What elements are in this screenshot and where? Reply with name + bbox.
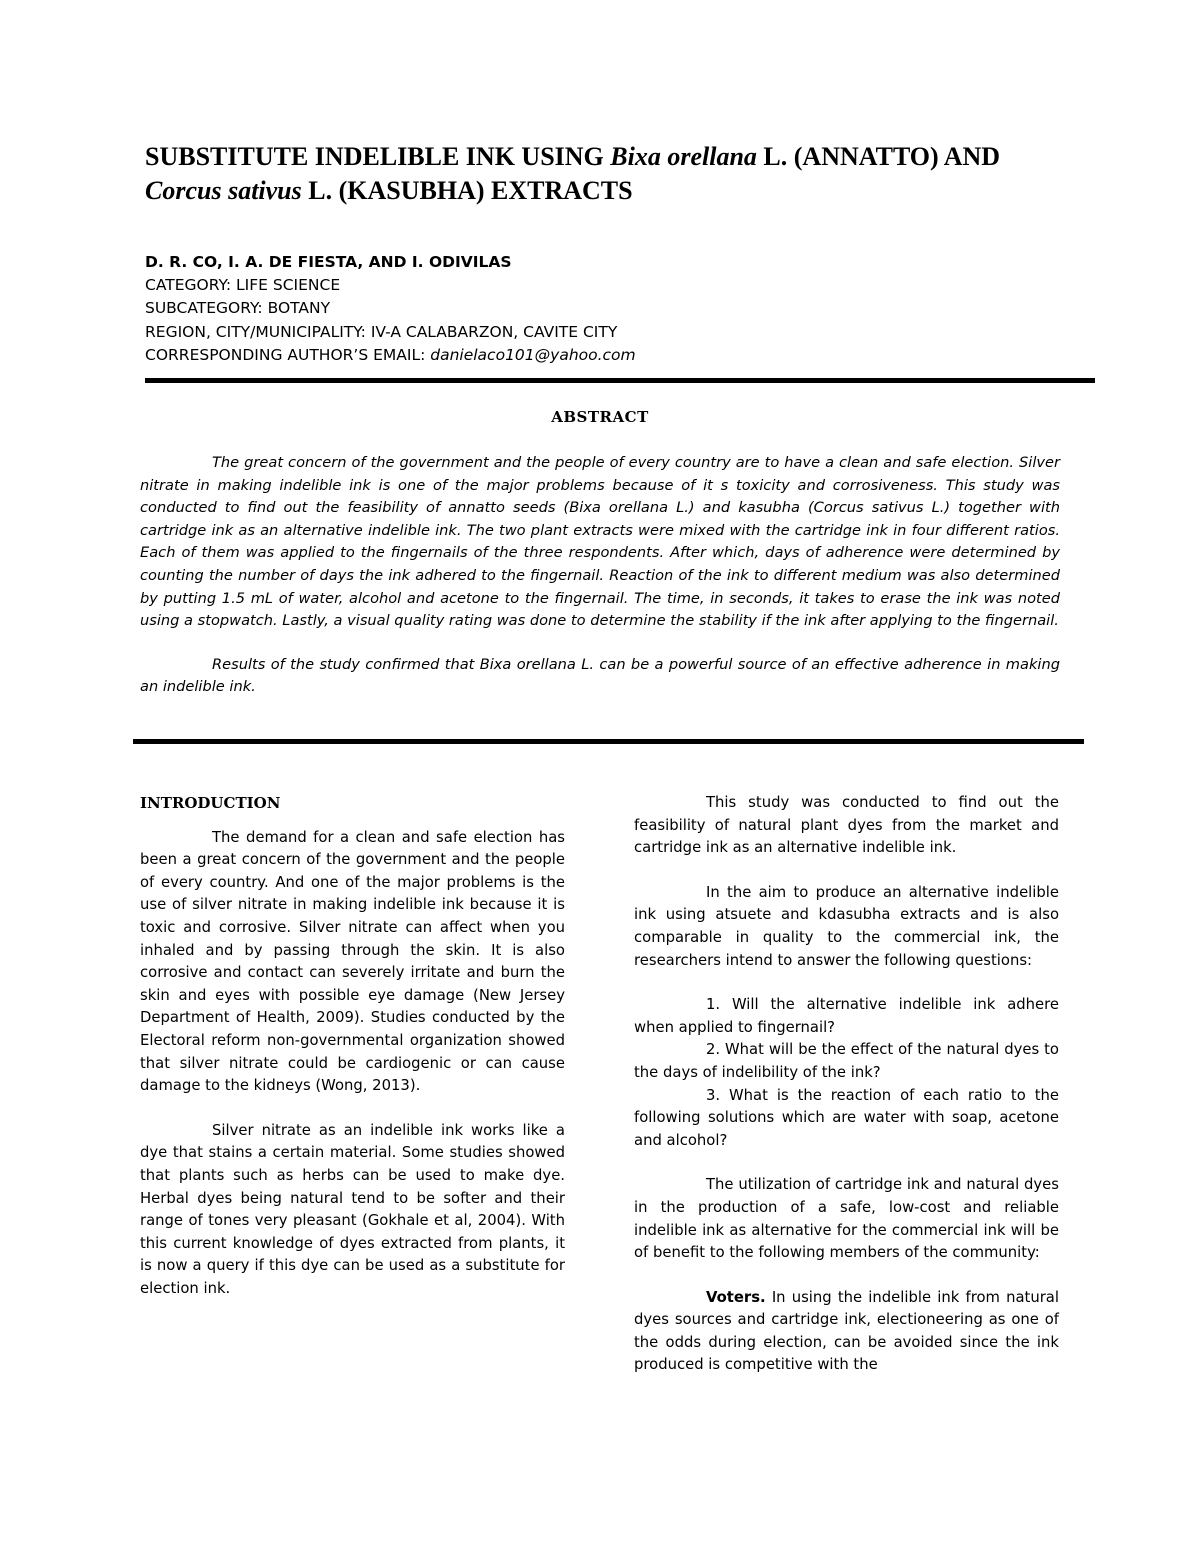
- voters-paragraph: [634, 1287, 1059, 1377]
- intro-paragraph: The demand for a clean and safe election has been a great concern of the government and the people of every country. And one of the major problems is the use of silver nitrate in making indelible ink because it is toxic and corrosive. Silver nitrate can affect when you inhaled and by passing through the skin. It is also corrosive and contact can severely irritate and burn the skin and eyes with possible eye damage (New Jersey Department of Health, 2009). Studies conducted by the Electoral reform non-governmental organization showed that silver nitrate could be cardiogenic or can cause damage to the kidneys (Wong, 2013).: [140, 828, 565, 1095]
- introduction-heading: INTRODUCTION: [140, 794, 281, 812]
- intro-paragraph: Silver nitrate as an indelible ink works like a dye that stains a certain material. Some studies showed that plants such as herbs can be used to make dye. Herbal dyes being natural tend to be softer and their range of tones very pleasant (Gokhale et al, 2004). With this current knowledge of dyes extracted from plants, it is now a query if this dye can be used as a substitute for election ink.: [140, 1121, 565, 1297]
- research-question: 2. What will be the effect of the natural dyes to the days of indelibility of the ink?: [634, 1041, 1059, 1081]
- paper-title: [145, 140, 1105, 208]
- category: CATEGORY: LIFE SCIENCE: [145, 276, 341, 295]
- abstract-heading: ABSTRACT: [551, 408, 649, 426]
- title-part-2: L. (ANNATTO) AND: [756, 142, 1001, 171]
- subcategory: SUBCATEGORY: BOTANY: [145, 299, 331, 318]
- voters-text: In using the indelible ink from natural dyes sources and cartridge ink, electioneering as one of the odds during election, can be avoided since the ink produced is competitive with the: [634, 1288, 1059, 1374]
- paper-metadata: [145, 251, 1105, 367]
- body-paragraph: This study was conducted to find out the feasibility of natural plant dyes from the market and cartridge ink as an alternative indelible ink.: [634, 794, 1059, 857]
- email-address: danielaco101@yahoo.com: [430, 345, 636, 364]
- body-paragraph: The utilization of cartridge ink and natural dyes in the production of a safe, low-cost and reliable indelible ink as alternative for the commercial ink will be of benefit to the following members of the community:: [634, 1176, 1059, 1262]
- research-question: 1. Will the alternative indelible ink adhere when applied to fingernail?: [634, 996, 1059, 1036]
- abstract-paragraph: The great concern of the government and the people of every country are to have a clean and safe election. Silver nitrate in making indelible ink is one of the major problems because of it s toxicity and corrosiveness. This study was conducted to find out the feasibility of annatto seeds (Bixa orellana L.) and kasubha (Corcus sativus L.) together with cartridge ink as an alternative indelible ink. The two plant extracts were mixed with the cartridge ink in four different ratios. Each of them was applied to the fingernails of the three respondents. After which, days of adherence were determined by counting the number of days the ink adhered to the fingernail. Reaction of the ink to different medium was also determined by putting 1.5 mL of water, alcohol and acetone to the fingernail. The time, in seconds, it takes to erase the ink was noted using a stopwatch. Lastly, a visual quality rating was done to determine the stability if the ink after applying to the fingernail.: [140, 454, 1060, 630]
- title-part-3: L. (KASUBHA) EXTRACTS: [301, 176, 633, 205]
- email-label: CORRESPONDING AUTHOR’S EMAIL:: [145, 345, 431, 364]
- region: REGION, CITY/MUNICIPALITY: IV-A CALABARZON, CAVITE CITY: [145, 322, 618, 341]
- voters-label: Voters.: [706, 1288, 766, 1306]
- corresponding-email-line: [145, 344, 1105, 367]
- title-species-2: Corcus sativus: [145, 176, 302, 205]
- bottom-divider: [133, 739, 1084, 744]
- abstract-paragraph: Results of the study confirmed that Bixa orellana L. can be a powerful source of an effective adherence in making an indelible ink.: [140, 655, 1060, 696]
- top-divider: [145, 378, 1095, 383]
- right-column: [634, 792, 1059, 1377]
- authors: D. R. CO, I. A. DE FIESTA, AND I. ODIVILAS: [145, 253, 512, 271]
- body-paragraph: In the aim to produce an alternative indelible ink using atsuete and kdasubha extracts and is also comparable in quality to the commercial ink, the researchers intend to answer the following questions:: [634, 883, 1059, 969]
- research-question: 3. What is the reaction of each ratio to the following solutions which are water with soap, acetone and alcohol?: [634, 1086, 1059, 1149]
- abstract-body: [140, 452, 1060, 699]
- title-part-1: SUBSTITUTE INDELIBLE INK USING: [145, 142, 611, 171]
- left-column: [140, 792, 565, 1300]
- title-species-1: Bixa orellana: [610, 142, 757, 171]
